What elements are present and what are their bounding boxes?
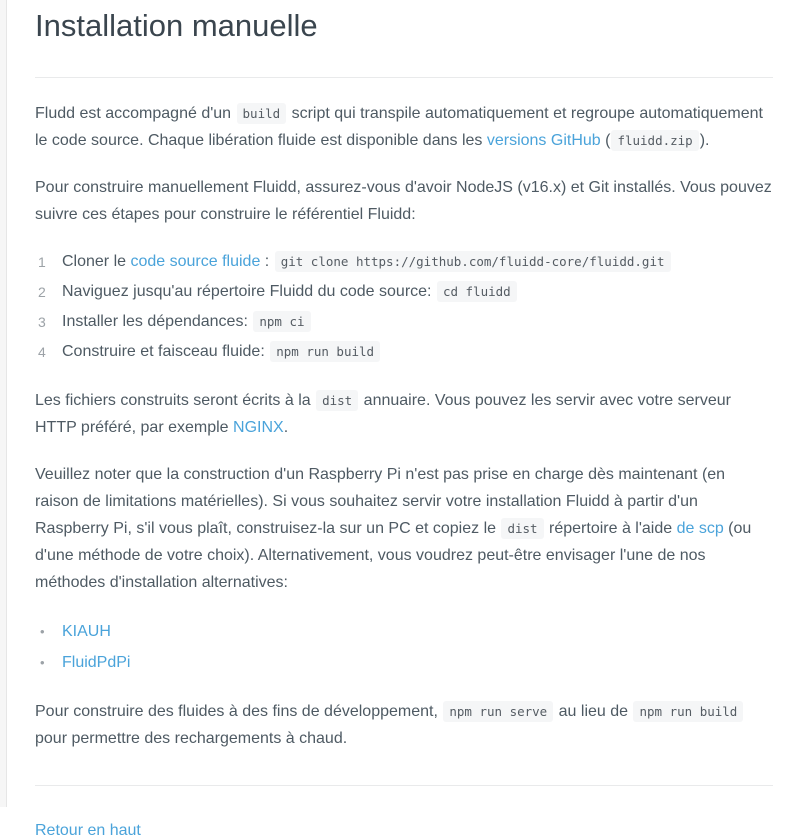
inline-code: dist — [501, 518, 543, 539]
title-divider — [35, 77, 773, 78]
inline-code: fluidd.zip — [611, 130, 698, 151]
build-step-3: Installer les dépendances: npm ci — [35, 308, 773, 335]
inline-code: git clone https://github.com/fluidd-core/fluidd.git — [275, 251, 671, 272]
list-item — [35, 618, 773, 645]
paragraph-prerequisites: Pour construire manuellement Fluidd, assurez-vous d'avoir NodeJS (v16.x) et Git installés. Vous pouvez suivre ces étapes pour construire le référentiel Fluidd: — [35, 179, 772, 223]
inline-code: npm run build — [270, 341, 380, 362]
build-steps-list — [35, 248, 773, 365]
page-title: Installation manuelle — [35, 8, 318, 43]
list-item — [35, 649, 773, 676]
inline-link[interactable]: NGINX — [233, 419, 284, 436]
footer-divider — [35, 785, 773, 786]
back-to-top-link[interactable]: Retour en haut — [35, 822, 141, 839]
inline-link[interactable]: code source fluide — [130, 253, 261, 270]
kiauh-link[interactable]: KIAUH — [62, 623, 111, 640]
paragraph-dev-serve: Pour construire des fluides à des fins de développement, npm run serve au lieu de npm run build pour permettre des rechargements à chaud. — [35, 698, 773, 752]
inline-code: npm run build — [633, 701, 743, 722]
fluidpdpi-link[interactable]: FluidPdPi — [62, 654, 131, 671]
inline-code: dist — [316, 390, 358, 411]
inline-code: npm run serve — [443, 701, 553, 722]
paragraph-dist-output: Les fichiers construits seront écrits à la dist annuaire. Vous pouvez les servir avec votre serveur HTTP préféré, par exemple NGINX. — [35, 392, 731, 436]
build-step-2: Naviguez jusqu'au répertoire Fluidd du code source: cd fluidd — [35, 278, 773, 305]
paragraph-intro: Fludd est accompagné d'un build script qui transpile automatiquement et regroupe automatiquement le code source. Chaque libération fluide est disponible dans les versions GitHub ( fluidd.zip ). — [35, 105, 763, 149]
sidebar-edge-strip — [0, 0, 7, 807]
inline-link[interactable]: versions GitHub — [486, 132, 601, 149]
build-step-1: Cloner le code source fluide : git clone https://github.com/fluidd-core/fluidd.git — [35, 248, 773, 275]
inline-code: npm ci — [253, 311, 310, 332]
paragraph-raspberry-note: Veuillez noter que la construction d'un Raspberry Pi n'est pas prise en charge dès maintenant (en raison de limitations matérielles). Si vous souhaitez servir votre installation Fluidd à partir d'un Raspberry Pi, s'il vous plaît, construisez-la sur un PC et copiez le dist répertoire à l'aide de scp (ou d'une méthode de votre choix). Alternativement, vous voudrez peut-être envisager l'une de nos méthodes d'installation alternatives: — [35, 466, 752, 591]
inline-link[interactable]: de scp — [676, 520, 724, 537]
build-step-4: Construire et faisceau fluide: npm run build — [35, 338, 773, 365]
alternative-methods-list — [35, 618, 773, 676]
inline-code: build — [237, 103, 287, 124]
inline-code: cd fluidd — [437, 281, 517, 302]
